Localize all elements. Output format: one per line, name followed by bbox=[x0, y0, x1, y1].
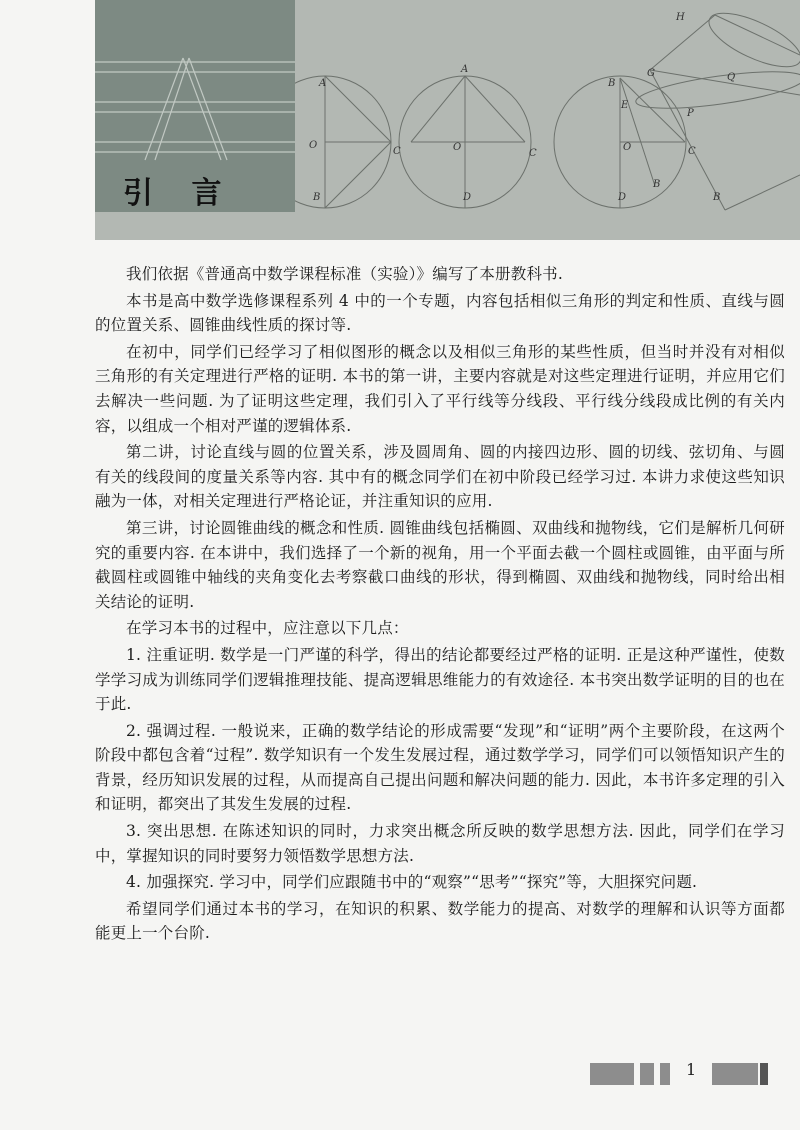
title-box bbox=[95, 0, 295, 212]
label-b3: B bbox=[608, 78, 616, 89]
paragraph: 在初中，同学们已经学习了相似图形的概念以及相似三角形的某些性质，但当时并没有对相似三角形的有关定理进行严格的证明. 本书的第一讲，主要内容就是对这些定理进行证明，并应用它们去解决一些问题. 为了证明这些定理，我们引入了平行线等分线段、平行线分线段成比例的有关内容，以组成一个相对严谨的逻辑体系. bbox=[95, 342, 785, 435]
page-number: 1 bbox=[686, 1060, 697, 1079]
footer-bar bbox=[712, 1063, 758, 1085]
label-c3: C bbox=[688, 146, 696, 157]
label-o1: O bbox=[309, 140, 318, 151]
paragraph: 在学习本书的过程中，应注意以下几点： bbox=[126, 619, 409, 638]
label-a1: A bbox=[319, 78, 327, 89]
label-p: P bbox=[687, 108, 694, 119]
label-c2: C bbox=[529, 148, 537, 159]
geometry-diagrams bbox=[295, 0, 800, 240]
page-title: 引 言 bbox=[123, 176, 236, 211]
label-d2: D bbox=[463, 192, 472, 203]
label-h: H bbox=[676, 12, 685, 23]
label-b1: B bbox=[313, 192, 321, 203]
label-c1: C bbox=[393, 146, 401, 157]
label-o3: O bbox=[623, 142, 632, 153]
label-o2: O bbox=[453, 142, 462, 153]
paragraph: 本书是高中数学选修课程系列 4 中的一个专题，内容包括相似三角形的判定和性质、直线与圆的位置关系、圆锥曲线性质的探讨等. bbox=[95, 291, 785, 335]
label-d3: D bbox=[618, 192, 627, 203]
label-a2: A bbox=[461, 64, 469, 75]
body-text bbox=[95, 262, 785, 948]
footer-bar bbox=[590, 1063, 634, 1085]
paragraph: 第三讲，讨论圆锥曲线的概念和性质. 圆锥曲线包括椭圆、双曲线和抛物线，它们是解析几何研究的重要内容. 在本讲中，我们选择了一个新的视角，用一个平面去截一个圆柱或圆锥，由平面与所截圆柱或圆锥中轴线的夹角变化去考察截口曲线的形状，得到椭圆、双曲线和抛物线，同时给出相关结论的证明. bbox=[95, 518, 785, 611]
paragraph: 希望同学们通过本书的学习，在知识的积累、数学能力的提高、对数学的理解和认识等方面都能更上一个台阶. bbox=[95, 899, 785, 943]
paragraph: 4. 加强探究. 学习中，同学们应跟随书中的“观察”“思考”“探究”等，大胆探究问题. bbox=[126, 873, 698, 892]
cylinder-diagram bbox=[650, 15, 715, 70]
footer-bar bbox=[760, 1063, 768, 1085]
label-g: G bbox=[647, 68, 655, 79]
paragraph: 1. 注重证明. 数学是一门严谨的科学，得出的结论都要经过严格的证明. 正是这种严谨性，使数学学习成为训练同学们逻辑推理技能、提高逻辑思维能力的有效途径. 本书突出数学证明的目的也在于此. bbox=[95, 645, 785, 714]
label-b4: B bbox=[713, 192, 721, 203]
label-b3b: B bbox=[653, 179, 661, 190]
label-e3: E bbox=[621, 100, 629, 111]
paragraph: 2. 强调过程. 一般说来，正确的数学结论的形成需要“发现”和“证明”两个主要阶段，在这两个阶段中都包含着“过程”. 数学知识有一个发生发展过程，通过数学学习，同学们可以领悟知识产生的背景，经历知识发展的过程，从而提高自己提出问题和解决问题的能力. 因此，本书许多定理的引入和证明，都突出了其发生发展的过程. bbox=[95, 721, 785, 814]
paragraph: 3. 突出思想. 在陈述知识的同时，力求突出概念所反映的数学思想方法. 因此，同学们在学习中，掌握知识的同时要努力领悟数学思想方法. bbox=[95, 822, 785, 865]
paragraph: 我们依据《普通高中数学课程标准（实验）》编写了本册教科书. bbox=[126, 265, 563, 283]
paragraph: 第二讲，讨论直线与圆的位置关系，涉及圆周角、圆的内接四边形、圆的切线、弦切角、与圆有关的线段间的度量关系等内容. 其中有的概念同学们在初中阶段已经学习过. 本讲力求使这些知识融为一体，对相关定理进行严格论证，并注重知识的应用. bbox=[95, 443, 785, 511]
label-q: Q bbox=[727, 72, 736, 83]
footer-bar bbox=[660, 1063, 670, 1085]
footer-bar bbox=[640, 1063, 654, 1085]
